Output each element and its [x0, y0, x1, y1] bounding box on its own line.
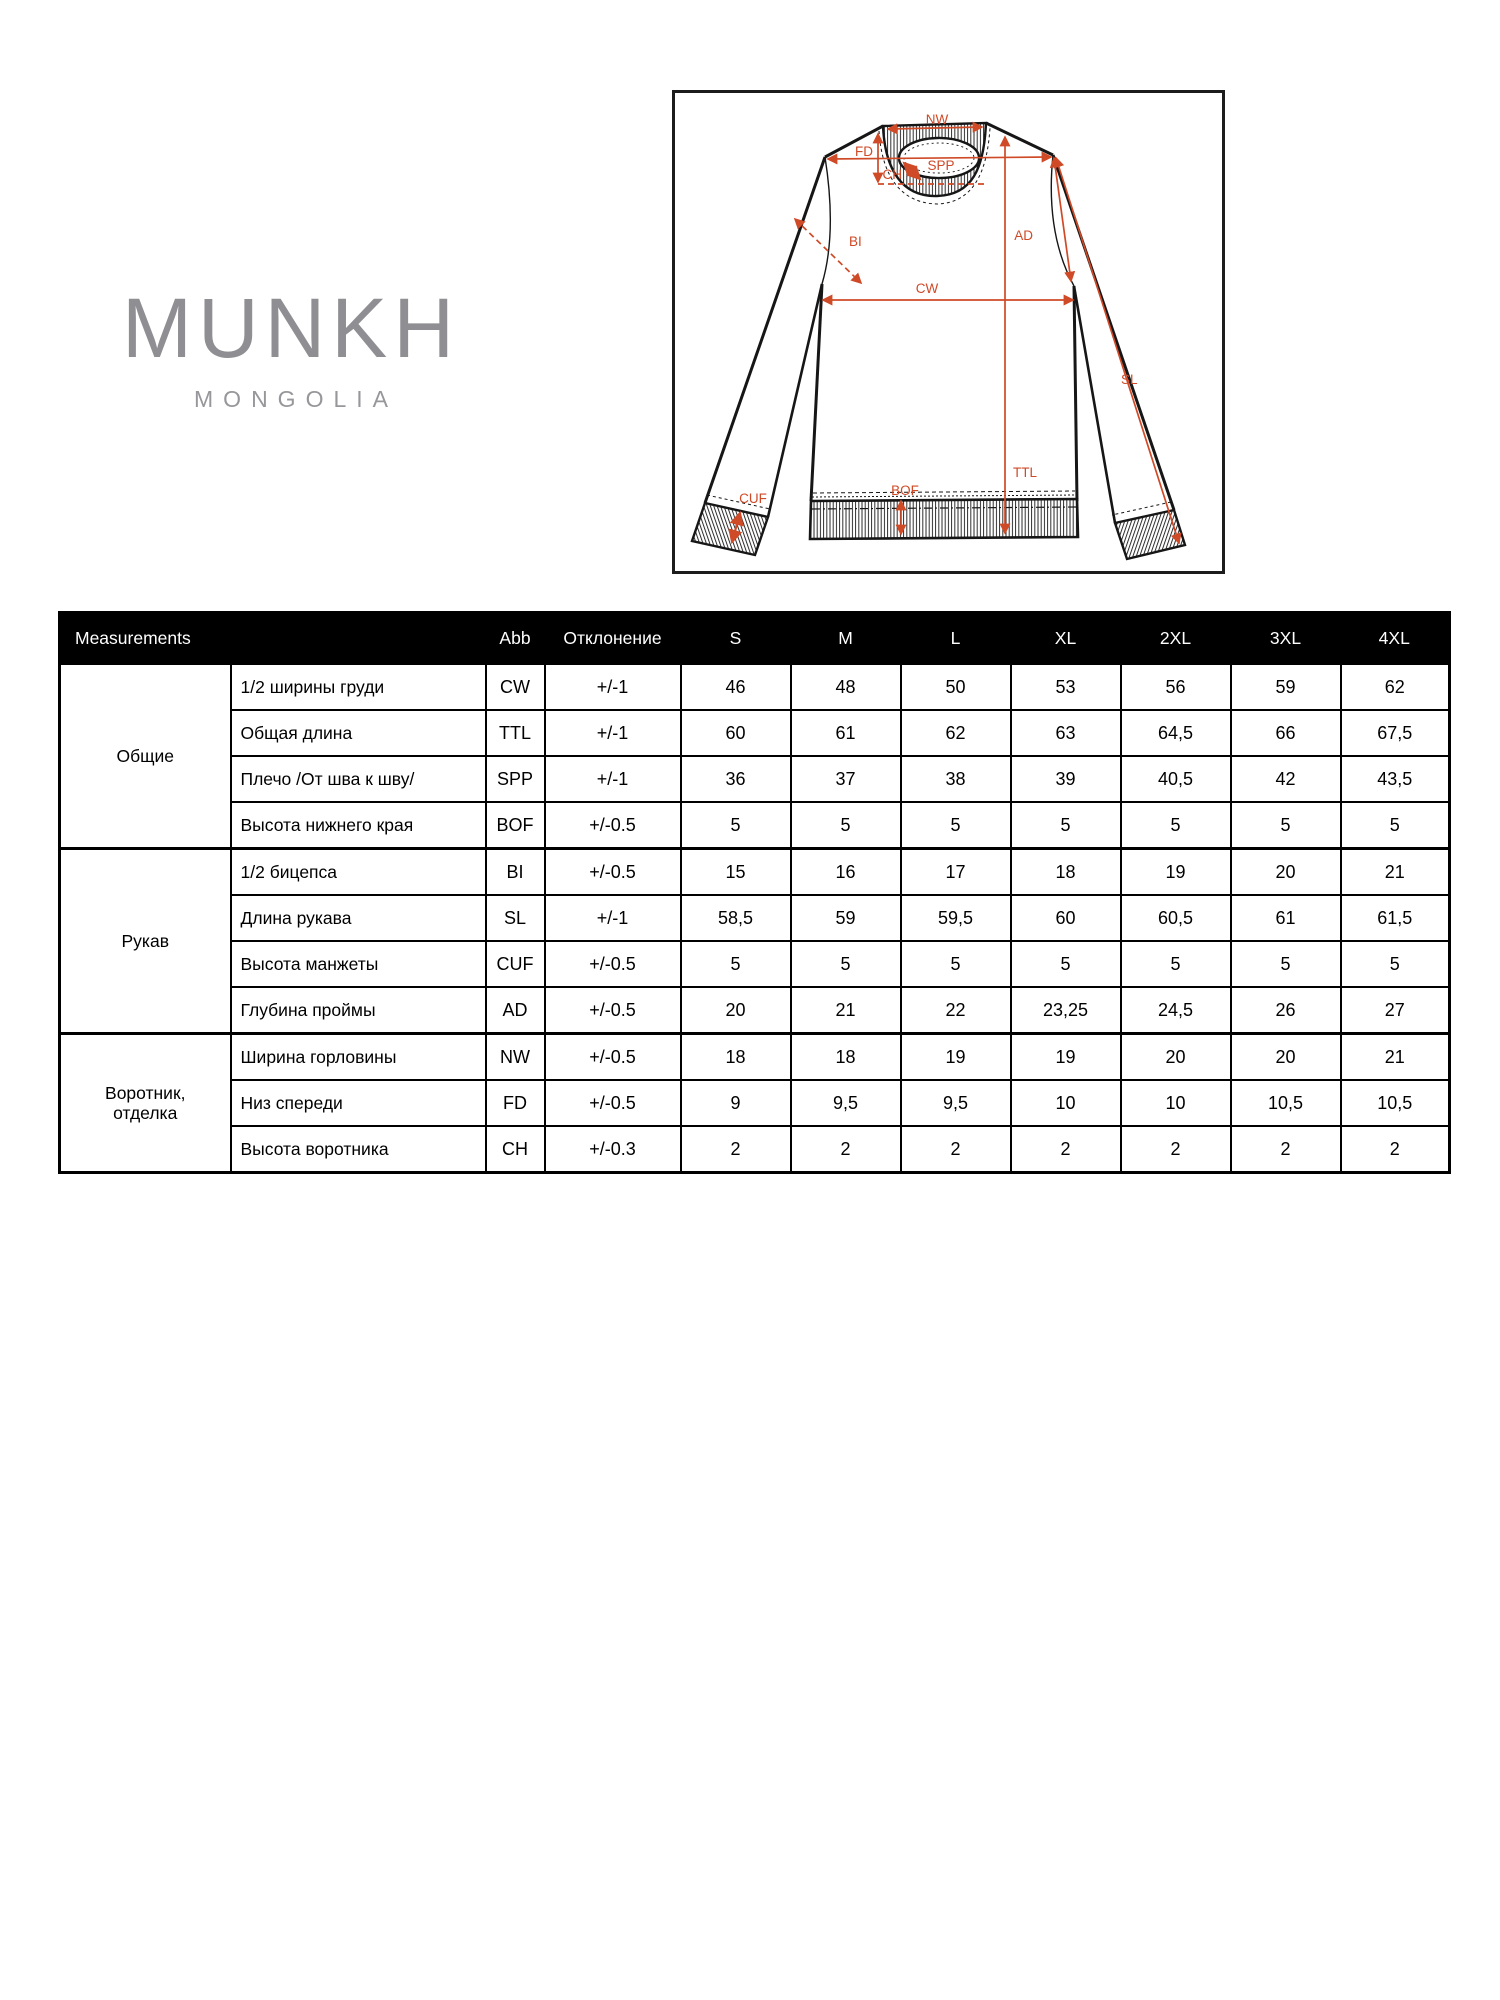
cuf-label: CUF: [739, 491, 767, 506]
size-value: 2: [901, 1126, 1011, 1173]
tolerance-value: +/-0.5: [545, 1080, 681, 1126]
size-value: 43,5: [1341, 756, 1450, 802]
size-value: 5: [901, 941, 1011, 987]
abb-value: BOF: [486, 802, 545, 849]
group-label: Общие: [60, 664, 231, 849]
size-value: 18: [791, 1034, 901, 1081]
size-value: 10: [1121, 1080, 1231, 1126]
fd-label: FD: [855, 144, 873, 159]
measure-label: Высота воротника: [231, 1126, 486, 1173]
size-table-body: [60, 664, 1450, 1173]
nw-label: NW: [925, 112, 949, 127]
size-value: 19: [1121, 849, 1231, 896]
bi-label: BI: [849, 234, 862, 249]
measure-label: Низ спереди: [231, 1080, 486, 1126]
header-tolerance: Отклонение: [545, 613, 681, 664]
ttl-label: TTL: [1013, 465, 1038, 480]
brand-name: MUNKH: [122, 281, 460, 375]
header-abb: Abb: [486, 613, 545, 664]
size-value: 50: [901, 664, 1011, 711]
table-row: [60, 802, 1450, 849]
size-value: 61: [791, 710, 901, 756]
spp-label: SPP: [927, 158, 955, 173]
size-value: 46: [681, 664, 791, 711]
size-value: 60: [681, 710, 791, 756]
table-header-row: [60, 613, 1450, 664]
table-row: [60, 895, 1450, 941]
size-value: 10: [1011, 1080, 1121, 1126]
size-value: 5: [1121, 802, 1231, 849]
size-value: 9: [681, 1080, 791, 1126]
abb-value: TTL: [486, 710, 545, 756]
size-value: 63: [1011, 710, 1121, 756]
size-value: 5: [681, 802, 791, 849]
header-size-l: L: [901, 613, 1011, 664]
header-size-2xl: 2XL: [1121, 613, 1231, 664]
table-row: [60, 849, 1450, 896]
header-size-3xl: 3XL: [1231, 613, 1341, 664]
measure-label: Ширина горловины: [231, 1034, 486, 1081]
diagram-frame: [672, 90, 1225, 574]
abb-value: CH: [486, 1126, 545, 1173]
ch-label: CH: [882, 167, 902, 182]
size-value: 10,5: [1341, 1080, 1450, 1126]
abb-value: CW: [486, 664, 545, 711]
table-row: [60, 710, 1450, 756]
measure-label: Длина рукава: [231, 895, 486, 941]
tolerance-value: +/-1: [545, 895, 681, 941]
size-value: 56: [1121, 664, 1231, 711]
size-value: 53: [1011, 664, 1121, 711]
size-value: 2: [1011, 1126, 1121, 1173]
size-value: 22: [901, 987, 1011, 1034]
size-value: 5: [791, 802, 901, 849]
size-value: 5: [1121, 941, 1231, 987]
measure-label: Высота нижнего края: [231, 802, 486, 849]
tolerance-value: +/-0.5: [545, 987, 681, 1034]
size-value: 19: [1011, 1034, 1121, 1081]
size-value: 38: [901, 756, 1011, 802]
tolerance-value: +/-0.3: [545, 1126, 681, 1173]
size-value: 9,5: [791, 1080, 901, 1126]
size-value: 36: [681, 756, 791, 802]
measure-label: 1/2 ширины груди: [231, 664, 486, 711]
size-value: 16: [791, 849, 901, 896]
size-value: 5: [1231, 802, 1341, 849]
cw-label: CW: [915, 281, 939, 296]
size-value: 60: [1011, 895, 1121, 941]
header-measurements: Measurements: [60, 613, 486, 664]
table-row: [60, 1034, 1450, 1081]
size-value: 2: [1231, 1126, 1341, 1173]
size-value: 20: [1121, 1034, 1231, 1081]
table-row: [60, 756, 1450, 802]
size-value: 26: [1231, 987, 1341, 1034]
table-row: [60, 664, 1450, 711]
size-value: 21: [1341, 849, 1450, 896]
brand-logo: [105, 281, 477, 413]
measure-label: Глубина проймы: [231, 987, 486, 1034]
size-value: 5: [1341, 802, 1450, 849]
abb-value: BI: [486, 849, 545, 896]
size-value: 21: [1341, 1034, 1450, 1081]
tolerance-value: +/-0.5: [545, 802, 681, 849]
measurements-table: [58, 611, 1451, 1174]
measure-label: Высота манжеты: [231, 941, 486, 987]
size-value: 21: [791, 987, 901, 1034]
table-row: [60, 941, 1450, 987]
size-value: 66: [1231, 710, 1341, 756]
size-value: 62: [1341, 664, 1450, 711]
size-value: 10,5: [1231, 1080, 1341, 1126]
size-value: 59: [791, 895, 901, 941]
group-label: Рукав: [60, 849, 231, 1034]
size-value: 2: [1121, 1126, 1231, 1173]
size-value: 18: [681, 1034, 791, 1081]
tolerance-value: +/-1: [545, 756, 681, 802]
size-value: 60,5: [1121, 895, 1231, 941]
header-size-4xl: 4XL: [1341, 613, 1450, 664]
size-value: 9,5: [901, 1080, 1011, 1126]
size-value: 62: [901, 710, 1011, 756]
size-value: 37: [791, 756, 901, 802]
measure-label: Плечо /От шва к шву/: [231, 756, 486, 802]
size-value: 23,25: [1011, 987, 1121, 1034]
size-value: 19: [901, 1034, 1011, 1081]
size-value: 59,5: [901, 895, 1011, 941]
sweater-flat-sketch: [675, 93, 1222, 571]
tolerance-value: +/-1: [545, 710, 681, 756]
size-value: 27: [1341, 987, 1450, 1034]
size-value: 5: [901, 802, 1011, 849]
size-value: 20: [1231, 1034, 1341, 1081]
size-value: 5: [791, 941, 901, 987]
size-value: 40,5: [1121, 756, 1231, 802]
tolerance-value: +/-0.5: [545, 1034, 681, 1081]
size-value: 5: [1011, 941, 1121, 987]
abb-value: NW: [486, 1034, 545, 1081]
size-value: 5: [1231, 941, 1341, 987]
measure-label: Общая длина: [231, 710, 486, 756]
size-value: 61,5: [1341, 895, 1450, 941]
group-label: Воротник, отделка: [60, 1034, 231, 1173]
size-value: 20: [1231, 849, 1341, 896]
bof-label: BOF: [891, 483, 919, 498]
table-row: [60, 987, 1450, 1034]
header-size-m: M: [791, 613, 901, 664]
size-value: 2: [791, 1126, 901, 1173]
size-value: 5: [681, 941, 791, 987]
size-value: 2: [681, 1126, 791, 1173]
ad-label: AD: [1014, 228, 1033, 243]
size-value: 67,5: [1341, 710, 1450, 756]
size-value: 18: [1011, 849, 1121, 896]
tolerance-value: +/-1: [545, 664, 681, 711]
abb-value: SL: [486, 895, 545, 941]
tolerance-value: +/-0.5: [545, 941, 681, 987]
size-value: 5: [1011, 802, 1121, 849]
size-value: 64,5: [1121, 710, 1231, 756]
size-value: 20: [681, 987, 791, 1034]
size-value: 48: [791, 664, 901, 711]
size-value: 42: [1231, 756, 1341, 802]
table-row: [60, 1080, 1450, 1126]
size-value: 15: [681, 849, 791, 896]
size-value: 24,5: [1121, 987, 1231, 1034]
size-value: 2: [1341, 1126, 1450, 1173]
abb-value: AD: [486, 987, 545, 1034]
measure-label: 1/2 бицепса: [231, 849, 486, 896]
size-value: 58,5: [681, 895, 791, 941]
size-value: 39: [1011, 756, 1121, 802]
size-value: 59: [1231, 664, 1341, 711]
tolerance-value: +/-0.5: [545, 849, 681, 896]
abb-value: CUF: [486, 941, 545, 987]
table-row: [60, 1126, 1450, 1173]
sl-label: SL: [1121, 372, 1138, 387]
header-size-xl: XL: [1011, 613, 1121, 664]
abb-value: FD: [486, 1080, 545, 1126]
size-value: 61: [1231, 895, 1341, 941]
abb-value: SPP: [486, 756, 545, 802]
brand-subtitle: MONGOLIA: [194, 386, 398, 412]
size-value: 5: [1341, 941, 1450, 987]
size-value: 17: [901, 849, 1011, 896]
header-size-s: S: [681, 613, 791, 664]
